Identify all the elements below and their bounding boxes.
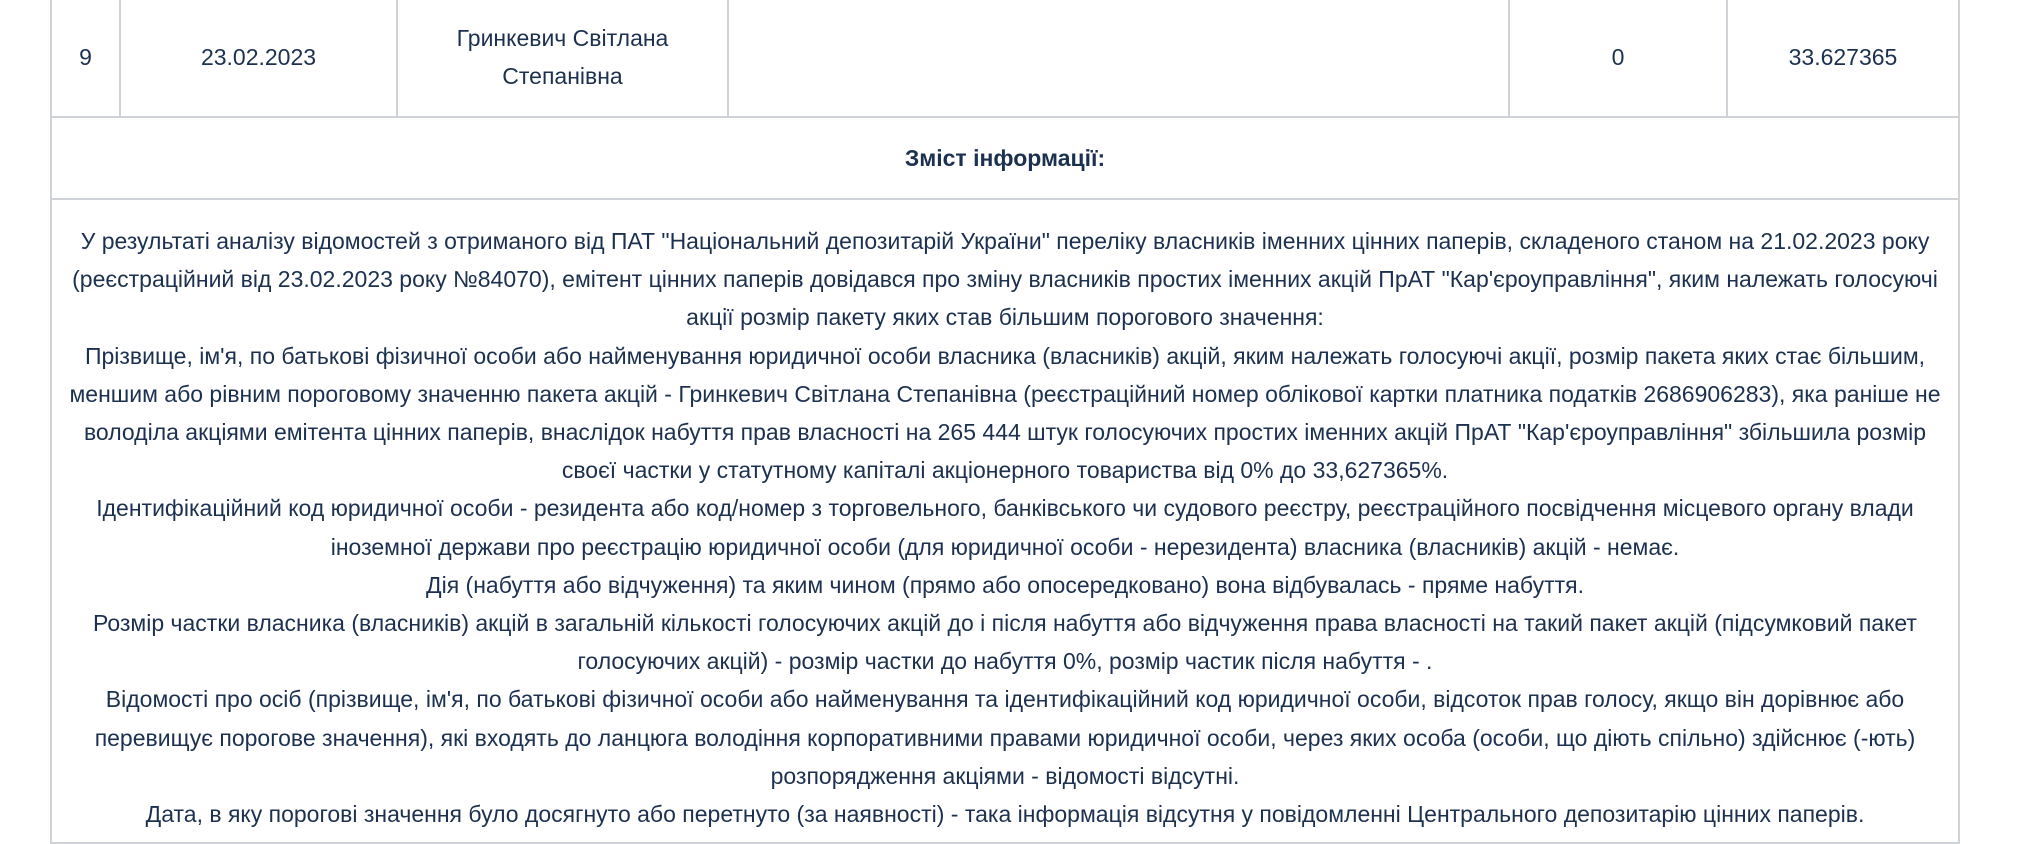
paragraph-share-size: Розмір частки власника (власників) акцій в загальній кількості голосуючих акцій до і після набуття або відчуження права власності на такий пакет акцій (підсумковий пакет голосуючих акцій) - розмір частки до набуття 0%, розмір частик після набуття - . [93, 610, 1917, 675]
table-row [51, 0, 1959, 117]
heading-row [51, 117, 1959, 199]
section-heading: Зміст інформації: [51, 117, 1959, 199]
paragraph-analysis: У результаті аналізу відомостей з отриманого від ПАТ "Національний депозитарій України" переліку власників іменних цінних паперів, складеного станом на 21.02.2023 року (реєстраційний від 23.02.2023 року №84070), емітент цінних паперів довідався про зміну власників простих іменних акцій ПрАТ "Кар'єроуправління", яким належать голосуючі акції розмір пакету яких став більшим порогового значення: [72, 228, 1938, 331]
report-table [50, 0, 1960, 844]
paragraph-action: Дія (набуття або відчуження) та яким чином (прямо або опосередковано) вона відбувалась - пряме набуття. [426, 571, 1584, 598]
share-before-cell: 0 [1509, 0, 1727, 117]
paragraph-identification-code: Ідентифікаційний код юридичної особи - резидента або код/номер з торговельного, банківського чи судового реєстру, реєстраційного посвідчення місцевого органу влади іноземної держави про реєстрацію юридичної особи (для юридичної особи - нерезидента) власника (власників) акцій - немає. [96, 495, 1914, 560]
paragraph-owner: Прізвище, ім'я, по батькові фізичної особи або найменування юридичної особи власника (власників) акцій, яким належать голосуючі акції, розмір пакета яких стає більшим, меншим або рівним пороговому значенню пакета акцій - Гринкевич Світлана Степанівна (реєстраційний номер облікової картки платника податків 2686906283), яка раніше не володіла акціями емітента цінних паперів, внаслідок набуття прав власності на 265 444 штук голосуючих простих іменних акцій ПрАТ "Кар'єроуправління" збільшила розмір своєї частки у статутному капіталі акціонерного товариства від 0% до 33,627365%. [69, 342, 1941, 484]
paragraph-persons: Відомості про осіб (прізвище, ім'я, по батькові фізичної особи або найменування та ідентифікаційний код юридичної особи, відсоток прав голосу, якщо він дорівнює або перевищує порогове значення), які входять до ланцюга володіння корпоративними правами юридичної особи, через яких особа (особи, що діють спільно) здійснює (-ють) розпорядження акціями - відомості відсутні. [94, 686, 1916, 789]
owner-name-cell: Гринкевич Світлана Степанівна [397, 0, 728, 117]
share-after-cell: 33.627365 [1727, 0, 1959, 117]
row-number-cell: 9 [51, 0, 120, 117]
paragraph-date: Дата, в яку порогові значення було досягнуто або перетнуто (за наявності) - така інформація відсутня у повідомленні Центрального депозитарію цінних паперів. [145, 801, 1865, 828]
empty-cell [728, 0, 1509, 117]
content-cell [51, 199, 1959, 843]
content-row [51, 199, 1959, 843]
date-cell: 23.02.2023 [120, 0, 397, 117]
